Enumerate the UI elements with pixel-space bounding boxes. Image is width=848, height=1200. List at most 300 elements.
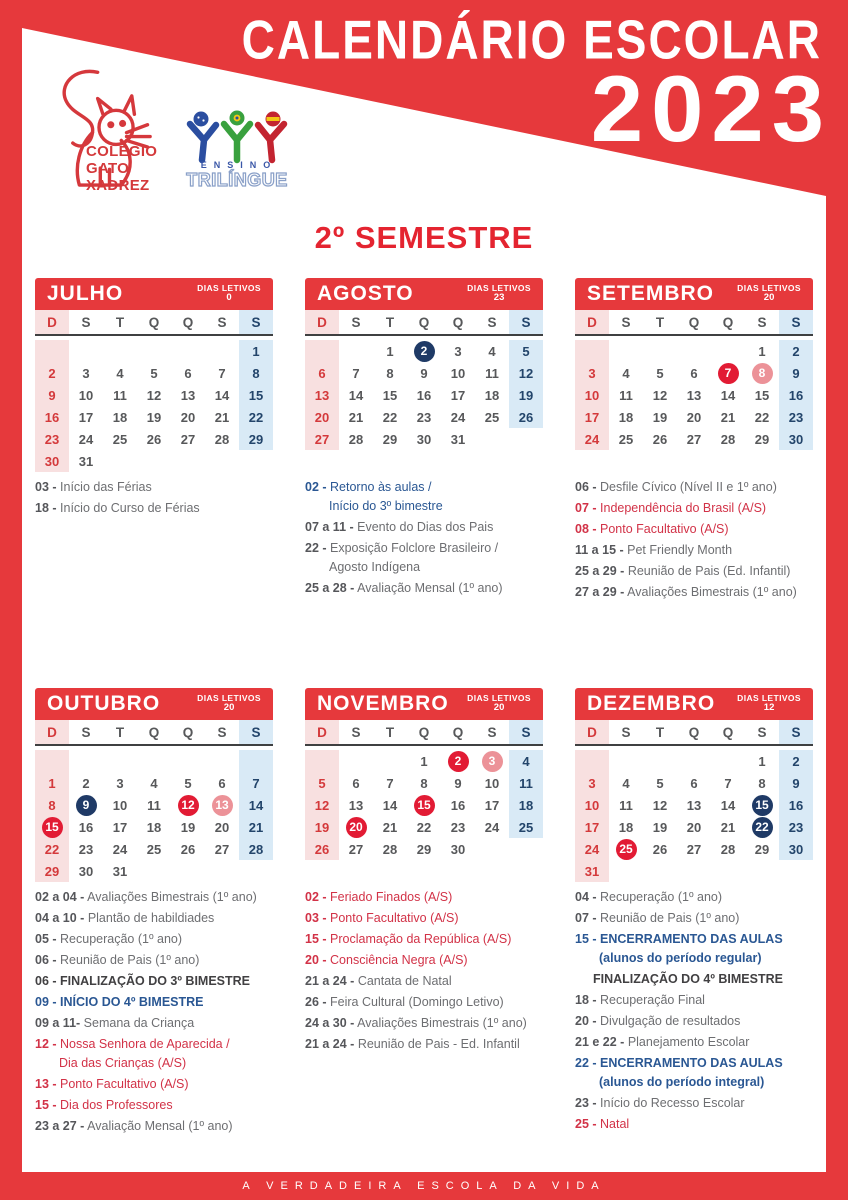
header-separator [575,334,813,336]
day-cell [373,362,407,384]
dias-letivos-value: 12 [763,702,775,714]
day-number: 5 [318,775,326,791]
day-cell [35,340,69,362]
calendar-row [35,428,273,450]
day-cell [137,406,171,428]
note-date-prefix: 15 - [575,932,597,946]
day-cell [779,362,813,384]
header-separator [575,744,813,746]
day-cell [711,362,745,384]
note-item [305,1035,543,1054]
note-date-prefix: 21 a 24 - [305,1037,355,1051]
day-header-cell: S [509,310,543,334]
day-number: 22 [754,409,770,425]
day-number: 16 [788,797,804,813]
note-line: 21 a 24 - Cantata de Natal [305,974,452,988]
day-number: 27 [314,431,330,447]
day-cell [35,794,69,816]
marked-day-number: 20 [346,817,367,838]
day-cell [35,406,69,428]
day-cell [643,406,677,428]
day-number: 29 [416,841,432,857]
note-date-prefix: 08 - [575,522,597,536]
day-cell [239,838,273,860]
day-cell [339,794,373,816]
note-item [575,1094,813,1113]
day-cell [339,384,373,406]
day-cell [339,406,373,428]
marked-day-number: 9 [76,795,97,816]
day-cell [373,838,407,860]
dias-letivos [197,284,265,305]
note-date-prefix: 09 - [35,995,57,1009]
note-item [575,1115,813,1134]
day-number: 18 [618,819,634,835]
note-item [35,993,273,1012]
day-header-cell: T [115,314,125,330]
day-header-cell: S [239,310,273,334]
day-number: 19 [180,819,196,835]
footer-bar [0,1172,848,1200]
note-date-prefix: 05 - [35,932,57,946]
day-cell [339,772,373,794]
day-header-cell: D [575,720,609,744]
month-notes [35,888,273,1136]
day-number: 29 [382,431,398,447]
note-line: 18 - Recuperação Final [575,993,705,1007]
note-line: 25 a 28 - Avaliação Mensal (1º ano) [305,581,503,595]
day-cell [575,428,609,450]
day-header-cell: Q [452,724,464,740]
note-item [305,539,543,577]
day-cell [407,838,441,860]
school-name-line: XADREZ [86,176,150,194]
day-cell [171,838,205,860]
day-number: 30 [416,431,432,447]
note-line: 15 - Proclamação da República (A/S) [305,932,512,946]
day-cell [677,750,711,772]
day-cell [171,406,205,428]
note-date-prefix: 21 a 24 - [305,974,355,988]
day-cell [441,362,475,384]
day-cell [305,362,339,384]
day-cell [711,406,745,428]
day-cell [69,750,103,772]
day-header-cell: T [655,314,665,330]
day-cell [407,750,441,772]
day-number: 19 [314,819,330,835]
header-separator [305,744,543,746]
day-number: 25 [112,431,128,447]
day-number: 18 [112,409,128,425]
calendar-row [35,384,273,406]
day-cell [103,772,137,794]
day-cell [609,406,643,428]
day-cell [643,794,677,816]
day-cell [171,772,205,794]
day-header-row [35,720,273,744]
note-date-prefix: 06 - [575,480,597,494]
day-number: 17 [484,797,500,813]
day-cell [475,838,509,860]
day-cell [373,816,407,838]
day-cell [137,450,171,472]
note-line: Dia das Crianças (A/S) [59,1056,187,1070]
day-number: 4 [622,365,630,381]
day-number: 26 [314,841,330,857]
day-number: 22 [44,841,60,857]
note-line: 03 - Ponto Facultativo (A/S) [305,911,459,925]
note-line: 22 - ENCERRAMENTO DAS AULAS [575,1056,783,1070]
day-number: 27 [214,841,230,857]
day-cell [69,384,103,406]
dias-letivos-value: 20 [763,292,775,304]
day-number: 22 [416,819,432,835]
marked-day-number: 25 [616,839,637,860]
calendar-row [305,794,543,816]
day-cell [305,772,339,794]
day-header-cell: Q [688,314,700,330]
day-number: 31 [450,431,466,447]
dias-letivos-value: 0 [226,292,232,304]
month-header [35,278,273,310]
day-cell [137,772,171,794]
day-header-row [305,720,543,744]
day-cell [339,816,373,838]
note-line: 07 - Reunião de Pais (1º ano) [575,911,740,925]
day-number: 27 [686,841,702,857]
day-number: 30 [788,431,804,447]
note-date-prefix: 07 a 11 - [305,520,354,534]
note-item [35,1035,273,1073]
calendar-row [575,816,813,838]
day-cell [373,794,407,816]
day-number: 25 [484,409,500,425]
day-cell [137,816,171,838]
day-cell [69,406,103,428]
day-number: 1 [252,343,260,359]
note-date-prefix: 12 - [35,1037,57,1051]
day-cell [575,406,609,428]
day-header-cell: S [509,720,543,744]
day-cell [643,816,677,838]
month-card [575,688,813,882]
day-number: 22 [382,409,398,425]
note-date-prefix: 02 - [305,890,327,904]
month-dezembro [575,688,813,1138]
day-cell [609,750,643,772]
day-header-cell: Q [148,724,160,740]
day-cell [575,838,609,860]
day-cell [305,406,339,428]
day-cell [69,362,103,384]
day-number: 30 [450,841,466,857]
note-line: 25 - Natal [575,1117,630,1131]
day-cell [441,406,475,428]
day-number: 13 [348,797,364,813]
day-cell [137,340,171,362]
day-number: 10 [484,775,500,791]
day-cell [643,384,677,406]
note-item [305,951,543,970]
day-number: 27 [686,431,702,447]
day-number: 26 [518,409,534,425]
day-number: 2 [82,775,90,791]
day-number: 21 [382,819,398,835]
day-cell [779,384,813,406]
note-date-prefix: 20 - [305,953,327,967]
day-cell [171,450,205,472]
day-number: 4 [622,775,630,791]
note-item [575,541,813,560]
day-cell [509,750,543,772]
day-number: 11 [147,797,161,813]
day-cell [609,772,643,794]
note-date-prefix: 21 e 22 - [575,1035,625,1049]
day-number: 2 [792,343,800,359]
note-date-prefix: 25 a 29 - [575,564,625,578]
note-line: 02 - Retorno às aulas / [305,480,432,494]
day-number: 25 [618,431,634,447]
note-item [575,909,813,928]
day-number: 15 [382,387,398,403]
day-header-cell: Q [182,724,194,740]
day-cell [711,816,745,838]
day-cell [69,450,103,472]
day-cell [643,362,677,384]
calendar-row [35,816,273,838]
day-cell [779,428,813,450]
day-number: 14 [248,797,264,813]
day-number: 24 [584,841,600,857]
day-number: 28 [720,431,736,447]
day-cell [779,816,813,838]
day-cell [69,428,103,450]
day-cell [305,794,339,816]
day-cell [643,838,677,860]
day-number: 14 [348,387,364,403]
calendar-row [305,750,543,772]
day-cell [339,362,373,384]
day-cell [575,794,609,816]
day-cell [745,384,779,406]
semester-title: 2º SEMESTRE [314,220,534,255]
day-number: 19 [652,819,668,835]
note-item [305,1014,543,1033]
note-line: 27 a 29 - Avaliações Bimestrais (1º ano) [575,585,797,599]
dias-letivos [737,694,805,715]
day-cell [305,816,339,838]
day-number: 3 [588,365,596,381]
day-cell [677,406,711,428]
note-line: 12 - Nossa Senhora de Aparecida / [35,1037,230,1051]
note-line: 23 - Início do Recesso Escolar [575,1096,745,1110]
day-cell [609,794,643,816]
day-cell [137,428,171,450]
note-item [575,1012,813,1031]
day-number: 3 [116,775,124,791]
day-cell [575,384,609,406]
day-number: 14 [720,387,736,403]
day-header-cell: D [305,310,339,334]
day-cell [373,772,407,794]
day-cell [103,838,137,860]
note-line: FINALIZAÇÃO DO 4º BIMESTRE [593,972,783,986]
day-cell [711,838,745,860]
day-number: 2 [48,365,56,381]
day-cell [677,384,711,406]
day-cell [407,384,441,406]
dias-letivos [467,694,535,715]
note-date-prefix: 11 a 15 - [575,543,624,557]
day-header-cell: Q [688,724,700,740]
note-line: 13 - Ponto Facultativo (A/S) [35,1077,189,1091]
day-number: 23 [78,841,94,857]
day-header-cell: S [487,724,497,740]
note-item [305,579,543,598]
day-header-cell: T [385,314,395,330]
day-cell [745,340,779,362]
marked-day-number: 8 [752,363,773,384]
day-cell [711,860,745,882]
day-cell [475,406,509,428]
day-cell [239,794,273,816]
day-cell [745,772,779,794]
day-cell [103,384,137,406]
day-cell [69,816,103,838]
note-item [35,930,273,949]
note-date-prefix: 13 - [35,1077,57,1091]
day-number: 19 [652,409,668,425]
day-cell [745,860,779,882]
day-cell [239,450,273,472]
note-line: 09 a 11- Semana da Criança [35,1016,195,1030]
day-cell [609,860,643,882]
day-number: 12 [652,797,668,813]
day-cell [407,816,441,838]
note-date-prefix: 02 - [305,480,327,494]
day-number: 13 [686,797,702,813]
day-number: 11 [485,365,499,381]
note-line: 20 - Divulgação de resultados [575,1014,741,1028]
day-header-cell: Q [452,314,464,330]
day-number: 20 [686,409,702,425]
day-cell [305,384,339,406]
note-date-prefix: 18 - [575,993,597,1007]
day-number: 15 [754,387,770,403]
note-line: Início do 3º bimestre [329,499,443,513]
note-item [35,499,273,518]
day-cell [711,794,745,816]
day-cell [779,406,813,428]
note-line: 04 - Recuperação (1º ano) [575,890,723,904]
note-line: 21 a 24 - Reunião de Pais - Ed. Infantil [305,1037,520,1051]
marked-day-number: 2 [414,341,435,362]
day-header-cell: D [35,310,69,334]
note-date-prefix: 20 - [575,1014,597,1028]
day-cell [711,384,745,406]
day-number: 3 [82,365,90,381]
day-cell [575,772,609,794]
day-cell [407,340,441,362]
day-number: 16 [416,387,432,403]
school-name-line: COLÉGIO [86,143,158,160]
month-header [575,278,813,310]
note-date-prefix: 18 - [35,501,57,515]
calendar-row [305,384,543,406]
note-line: 07 a 11 - Evento do Dias dos Pais [305,520,494,534]
day-number: 7 [724,775,732,791]
calendar-row [575,838,813,860]
day-cell [171,428,205,450]
day-number: 5 [522,343,530,359]
day-cell [643,428,677,450]
day-cell [745,838,779,860]
day-number: 8 [386,365,394,381]
day-cell [205,772,239,794]
day-number: 13 [686,387,702,403]
day-number: 26 [146,431,162,447]
day-cell [305,428,339,450]
calendar-row [575,428,813,450]
day-header-cell: Q [148,314,160,330]
calendar-row [35,406,273,428]
day-cell [779,772,813,794]
month-header [575,688,813,720]
day-number: 8 [758,775,766,791]
day-cell [779,838,813,860]
calendar-row [35,362,273,384]
day-number: 17 [78,409,94,425]
day-cell [339,428,373,450]
day-cell [103,816,137,838]
day-cell [711,772,745,794]
day-number: 18 [618,409,634,425]
note-line: 25 a 29 - Reunião de Pais (Ed. Infantil) [575,564,791,578]
day-cell [475,362,509,384]
note-date-prefix: 25 - [575,1117,597,1131]
day-cell [509,362,543,384]
day-number: 18 [518,797,534,813]
day-cell [745,750,779,772]
day-cell [239,816,273,838]
day-number: 12 [518,365,534,381]
day-number: 21 [248,819,264,835]
note-item [35,1096,273,1115]
day-number: 5 [150,365,158,381]
note-line: 05 - Recuperação (1º ano) [35,932,183,946]
note-date-prefix: 09 a 11- [35,1016,81,1030]
note-date-prefix: 07 - [575,911,597,925]
day-number: 5 [656,365,664,381]
day-number: 24 [484,819,500,835]
day-header-cell: D [35,720,69,744]
month-notes [575,888,813,1134]
day-number: 4 [488,343,496,359]
day-number: 6 [352,775,360,791]
note-item [575,520,813,539]
day-number: 1 [758,343,766,359]
school-name [86,144,157,194]
dias-letivos-label: DIAS LETIVOS [197,692,261,703]
day-header-row [305,310,543,334]
marked-day-number: 15 [42,817,63,838]
note-date-prefix: 25 a 28 - [305,581,355,595]
marked-day-number: 15 [752,795,773,816]
day-cell [239,362,273,384]
day-number: 24 [450,409,466,425]
day-header-cell: Q [182,314,194,330]
